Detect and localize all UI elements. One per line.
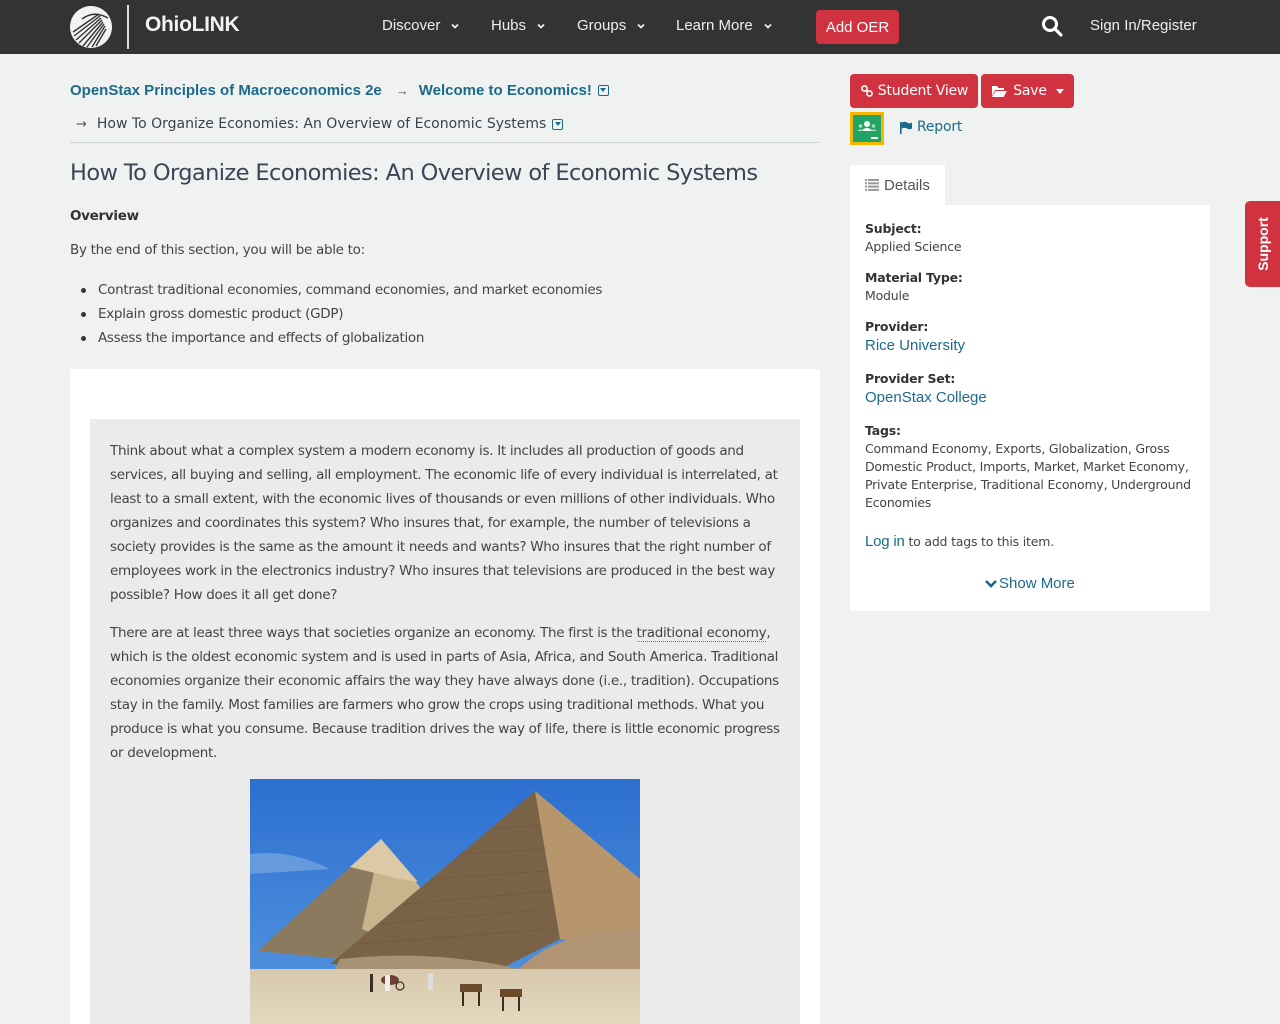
save-label: Save: [1013, 83, 1047, 99]
material-type-value: Module: [865, 288, 910, 303]
tags-label: Tags:: [865, 423, 901, 438]
material-type-label: Material Type:: [865, 270, 963, 285]
breadcrumb-arrow: →: [395, 82, 409, 98]
ohiolink-logo-icon[interactable]: [70, 6, 112, 48]
folder-open-icon: [991, 84, 1007, 98]
provider-label: Provider:: [865, 319, 929, 334]
report-label: Report: [917, 119, 963, 135]
page-title: How To Organize Economies: An Overview of Economic Systems: [70, 160, 758, 186]
student-view-button[interactable]: [850, 74, 978, 108]
caret-down-icon: [1056, 89, 1064, 94]
caret-square-down-icon[interactable]: [598, 85, 609, 96]
caret-square-down-icon[interactable]: [552, 119, 563, 130]
login-to-tag-text: [865, 533, 1054, 550]
pyramids-figure-image: [250, 779, 640, 1024]
top-navbar: [0, 0, 1280, 54]
chevron-down-icon: [763, 21, 773, 31]
nav-groups-label: Groups: [577, 17, 627, 34]
nav-learn-more[interactable]: [676, 17, 773, 34]
nav-discover-label: Discover: [382, 17, 441, 34]
logo-divider: [127, 5, 129, 49]
breadcrumb-item-chapter[interactable]: Welcome to Economics!: [418, 81, 592, 99]
subject-value: Applied Science: [865, 239, 962, 254]
flag-icon: [899, 121, 913, 134]
list-icon: [865, 179, 879, 191]
support-label: Support: [1255, 217, 1271, 271]
chevron-down-icon: [984, 579, 998, 589]
provider-link[interactable]: Rice University: [865, 337, 966, 354]
paragraph-text: There are at least three ways that societies organize an economy. The first is the: [110, 625, 637, 641]
login-suffix: to add tags to this item.: [904, 534, 1054, 549]
nav-discover[interactable]: [382, 17, 460, 34]
breadcrumb-item-book[interactable]: OpenStax Principles of Macroeconomics 2e: [70, 81, 382, 99]
nav-groups[interactable]: [577, 17, 646, 34]
tab-details[interactable]: [850, 165, 945, 205]
objective-item: Explain gross domestic product (GDP): [70, 302, 602, 326]
provider-set-link[interactable]: OpenStax College: [865, 389, 987, 406]
nav-hubs[interactable]: [491, 17, 546, 34]
breadcrumb-arrow: →: [76, 116, 87, 132]
nav-learn-more-label: Learn More: [676, 17, 753, 34]
show-more-button[interactable]: [984, 575, 1075, 592]
sign-in-register-link[interactable]: Sign In/Register: [1090, 17, 1197, 34]
chevron-down-icon: [636, 21, 646, 31]
provider-set-label: Provider Set:: [865, 371, 956, 386]
show-more-label: Show More: [999, 575, 1075, 592]
log-in-link[interactable]: Log in: [865, 533, 905, 550]
tab-details-label: Details: [884, 176, 930, 194]
tags-value: Command Economy, Exports, Globalization, Gross Domestic Product, Imports, Market, Market Economy, Private Enterprise, Traditional Economy, Underground Economies: [865, 441, 1191, 510]
link-icon: [860, 84, 874, 98]
breadcrumb-divider: [70, 142, 820, 143]
chevron-down-icon: [536, 21, 546, 31]
report-link[interactable]: [899, 119, 962, 135]
breadcrumb: [70, 80, 820, 132]
chevron-down-icon: [450, 21, 460, 31]
learning-objectives-list: [70, 278, 602, 350]
overview-heading: Overview: [70, 208, 139, 224]
body-paragraph: Think about what a complex system a modern economy is. It includes all production of goods and services, all buying and selling, all employment. The economic life of every individual is interrelated, at least to a small extent, with the economic lives of thousands or even millions of other individuals. Who organizes and coordinates this system? Who insures that, for example, the number of televisions a society provides is the same as the amount it needs and wants? Who insures that the right number of employees work in the electronics industry? Who insures that televisions are produced in the best way possible? How does it all get done?: [110, 443, 778, 603]
subject-label: Subject:: [865, 221, 922, 236]
paragraph-text: , which is the oldest economic system and is used in parts of Asia, Africa, and South America. Traditional economies organize their economic affairs the way they have always done (i.e., tradition). Occupations stay in the family. Most families are farmers who grow the crops using traditional methods. What you produce is what you consume. Because tradition drives the way of life, there is little economic progress or development.: [110, 625, 780, 761]
body-paragraph: [110, 621, 785, 765]
search-icon[interactable]: [1041, 15, 1065, 39]
save-dropdown-button[interactable]: [981, 74, 1074, 108]
objective-item: Assess the importance and effects of globalization: [70, 326, 602, 350]
nav-hubs-label: Hubs: [491, 17, 527, 34]
overview-intro: By the end of this section, you will be able to:: [70, 242, 365, 258]
student-view-label: Student View: [877, 83, 969, 99]
brand-name[interactable]: OhioLINK: [145, 13, 240, 36]
objective-item: Contrast traditional economies, command economies, and market economies: [70, 278, 602, 302]
add-oer-button[interactable]: Add OER: [816, 10, 899, 44]
reading-panel: [90, 419, 800, 1024]
support-tab[interactable]: [1245, 201, 1280, 287]
breadcrumb-item-current: How To Organize Economies: An Overview of Economic Systems: [96, 116, 547, 132]
google-classroom-icon: [853, 115, 881, 142]
details-panel: [850, 205, 1210, 611]
glossary-term-traditional-economy[interactable]: traditional economy: [636, 625, 767, 641]
content-container: [70, 369, 820, 1024]
google-classroom-share-button[interactable]: [850, 112, 884, 145]
